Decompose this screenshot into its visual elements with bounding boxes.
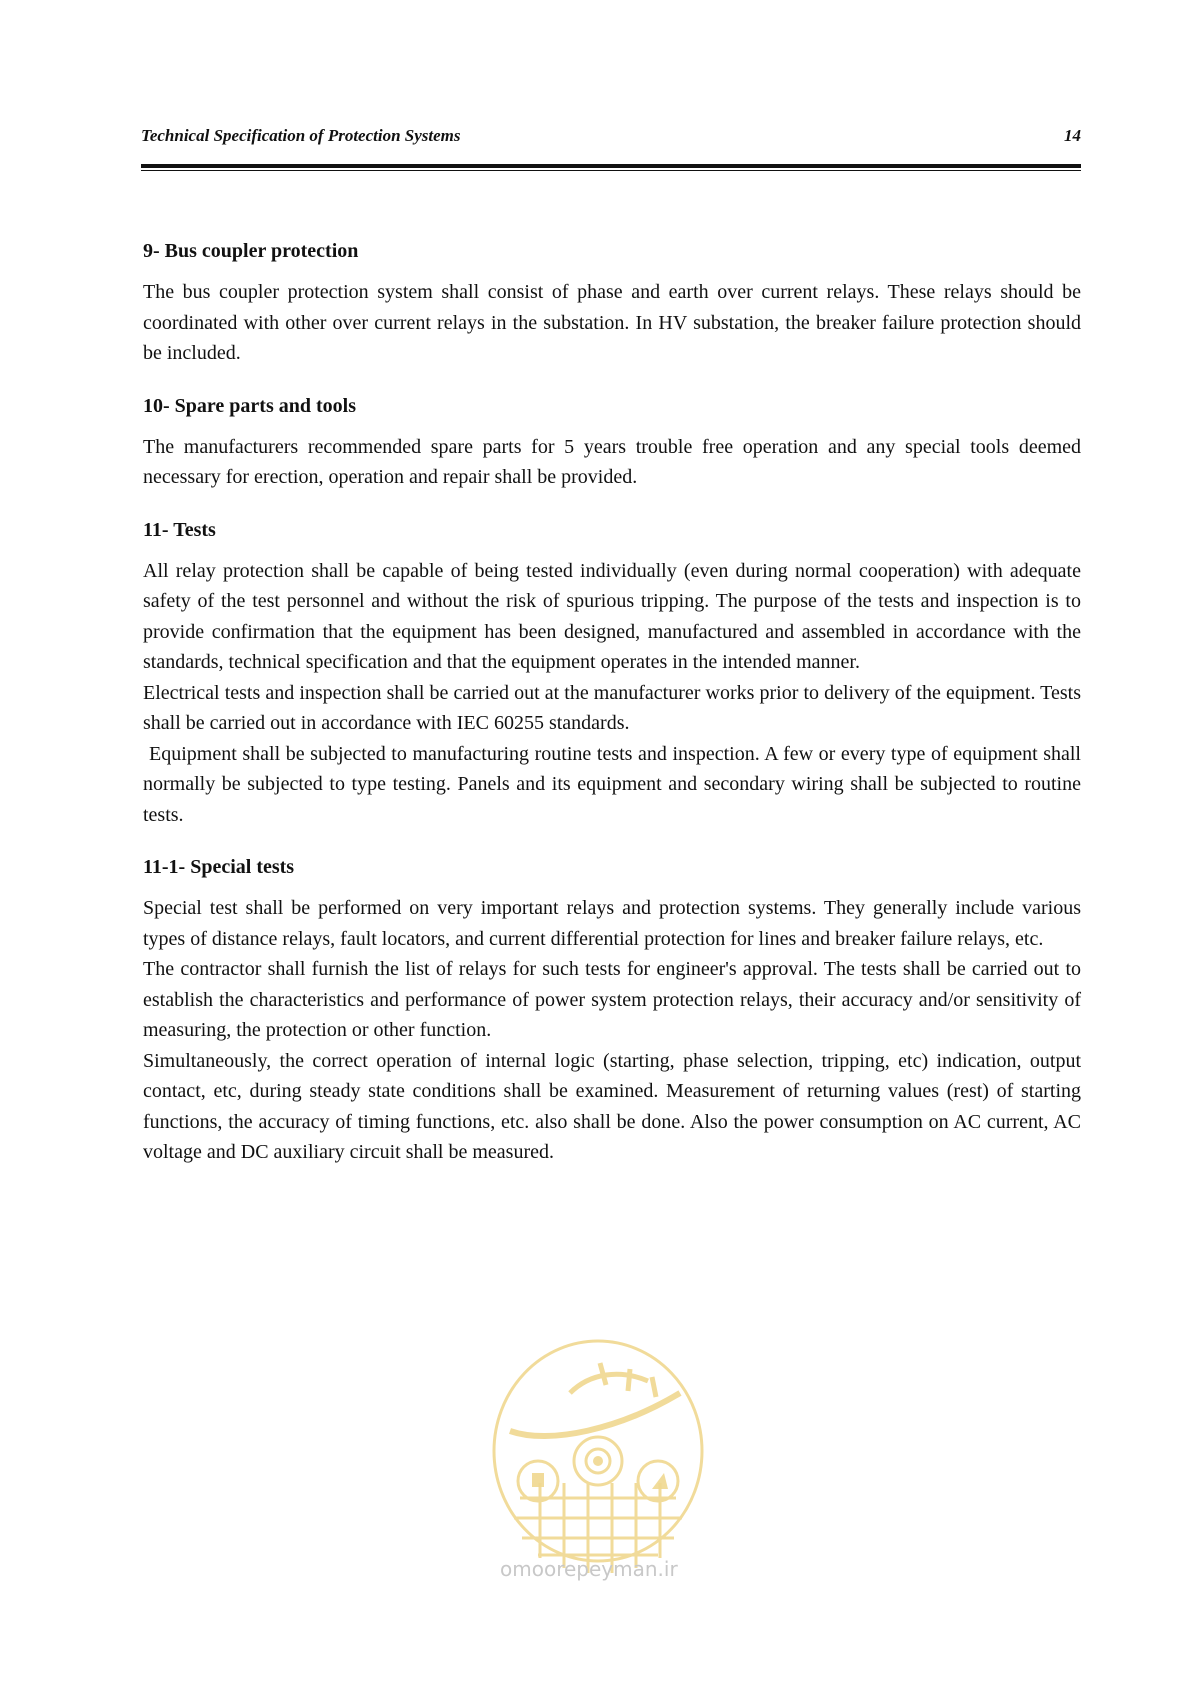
page-body bbox=[143, 236, 1081, 1168]
page-number: 14 bbox=[1064, 126, 1081, 145]
header-rule-thin bbox=[141, 170, 1081, 171]
section-paragraph: The manufacturers recommended spare parts for 5 years trouble free operation and any special tools deemed necessary for erection, operation and repair shall be provided. bbox=[143, 435, 1081, 488]
header-rule-thick bbox=[141, 164, 1081, 168]
page-header bbox=[141, 126, 1081, 148]
section-paragraph: Simultaneously, the correct operation of internal logic (starting, phase selection, tripping, etc) indication, output contact, etc, during steady state conditions shall be examined. Measurement of returning values (rest) of starting functions, the accuracy of timing functions, etc. also shall be done. Also the power consumption on AC current, AC voltage and DC auxiliary circuit shall be measured. bbox=[143, 1049, 1081, 1163]
omoorepeyman-seal-icon bbox=[480, 1333, 716, 1581]
section-heading-bus-coupler: 9- Bus coupler protection bbox=[143, 240, 359, 262]
section-paragraph: The contractor shall furnish the list of relays for such tests for engineer's approval. The tests shall be carried out to establish the characteristics and performance of power system protection relays, their accuracy and/or sensitivity of measuring, the protection or other function. bbox=[143, 958, 1081, 1041]
section-heading-special-tests: 11-1- Special tests bbox=[143, 856, 295, 878]
section-heading-spare-parts: 10- Spare parts and tools bbox=[143, 394, 356, 417]
watermark-site-text: omoorepeyman.ir bbox=[500, 1557, 678, 1581]
section-heading-tests: 11- Tests bbox=[143, 518, 216, 541]
section-paragraph: Electrical tests and inspection shall be carried out at the manufacturer works prior to delivery of the equipment. Tests shall be carried out in accordance with IEC 60255 standards. bbox=[143, 681, 1081, 734]
section-paragraph: Equipment shall be subjected to manufacturing routine tests and inspection. A few or every type of equipment shall normally be subjected to type testing. Panels and its equipment and secondary wiring shall be subjected to routine tests. bbox=[143, 742, 1081, 826]
section-paragraph: The bus coupler protection system shall consist of phase and earth over current relays. These relays should be coordinated with other over current relays in the substation. In HV substation, the breaker failure protection should be included. bbox=[143, 281, 1081, 364]
section-paragraph: Special test shall be performed on very important relays and protection systems. They generally include various types of distance relays, fault locators, and current differential protection for lines and breaker failure relays, etc. bbox=[143, 897, 1081, 950]
document-title: Technical Specification of Protection Systems bbox=[141, 126, 461, 145]
section-paragraph: All relay protection shall be capable of being tested individually (even during normal cooperation) with adequate safety of the test personnel and without the risk of spurious tripping. The purpose of the tests and inspection is to provide confirmation that the equipment has been designed, manufactured and assembled in accordance with the standards, technical specification and that the equipment operates in the intended manner. bbox=[143, 559, 1081, 673]
